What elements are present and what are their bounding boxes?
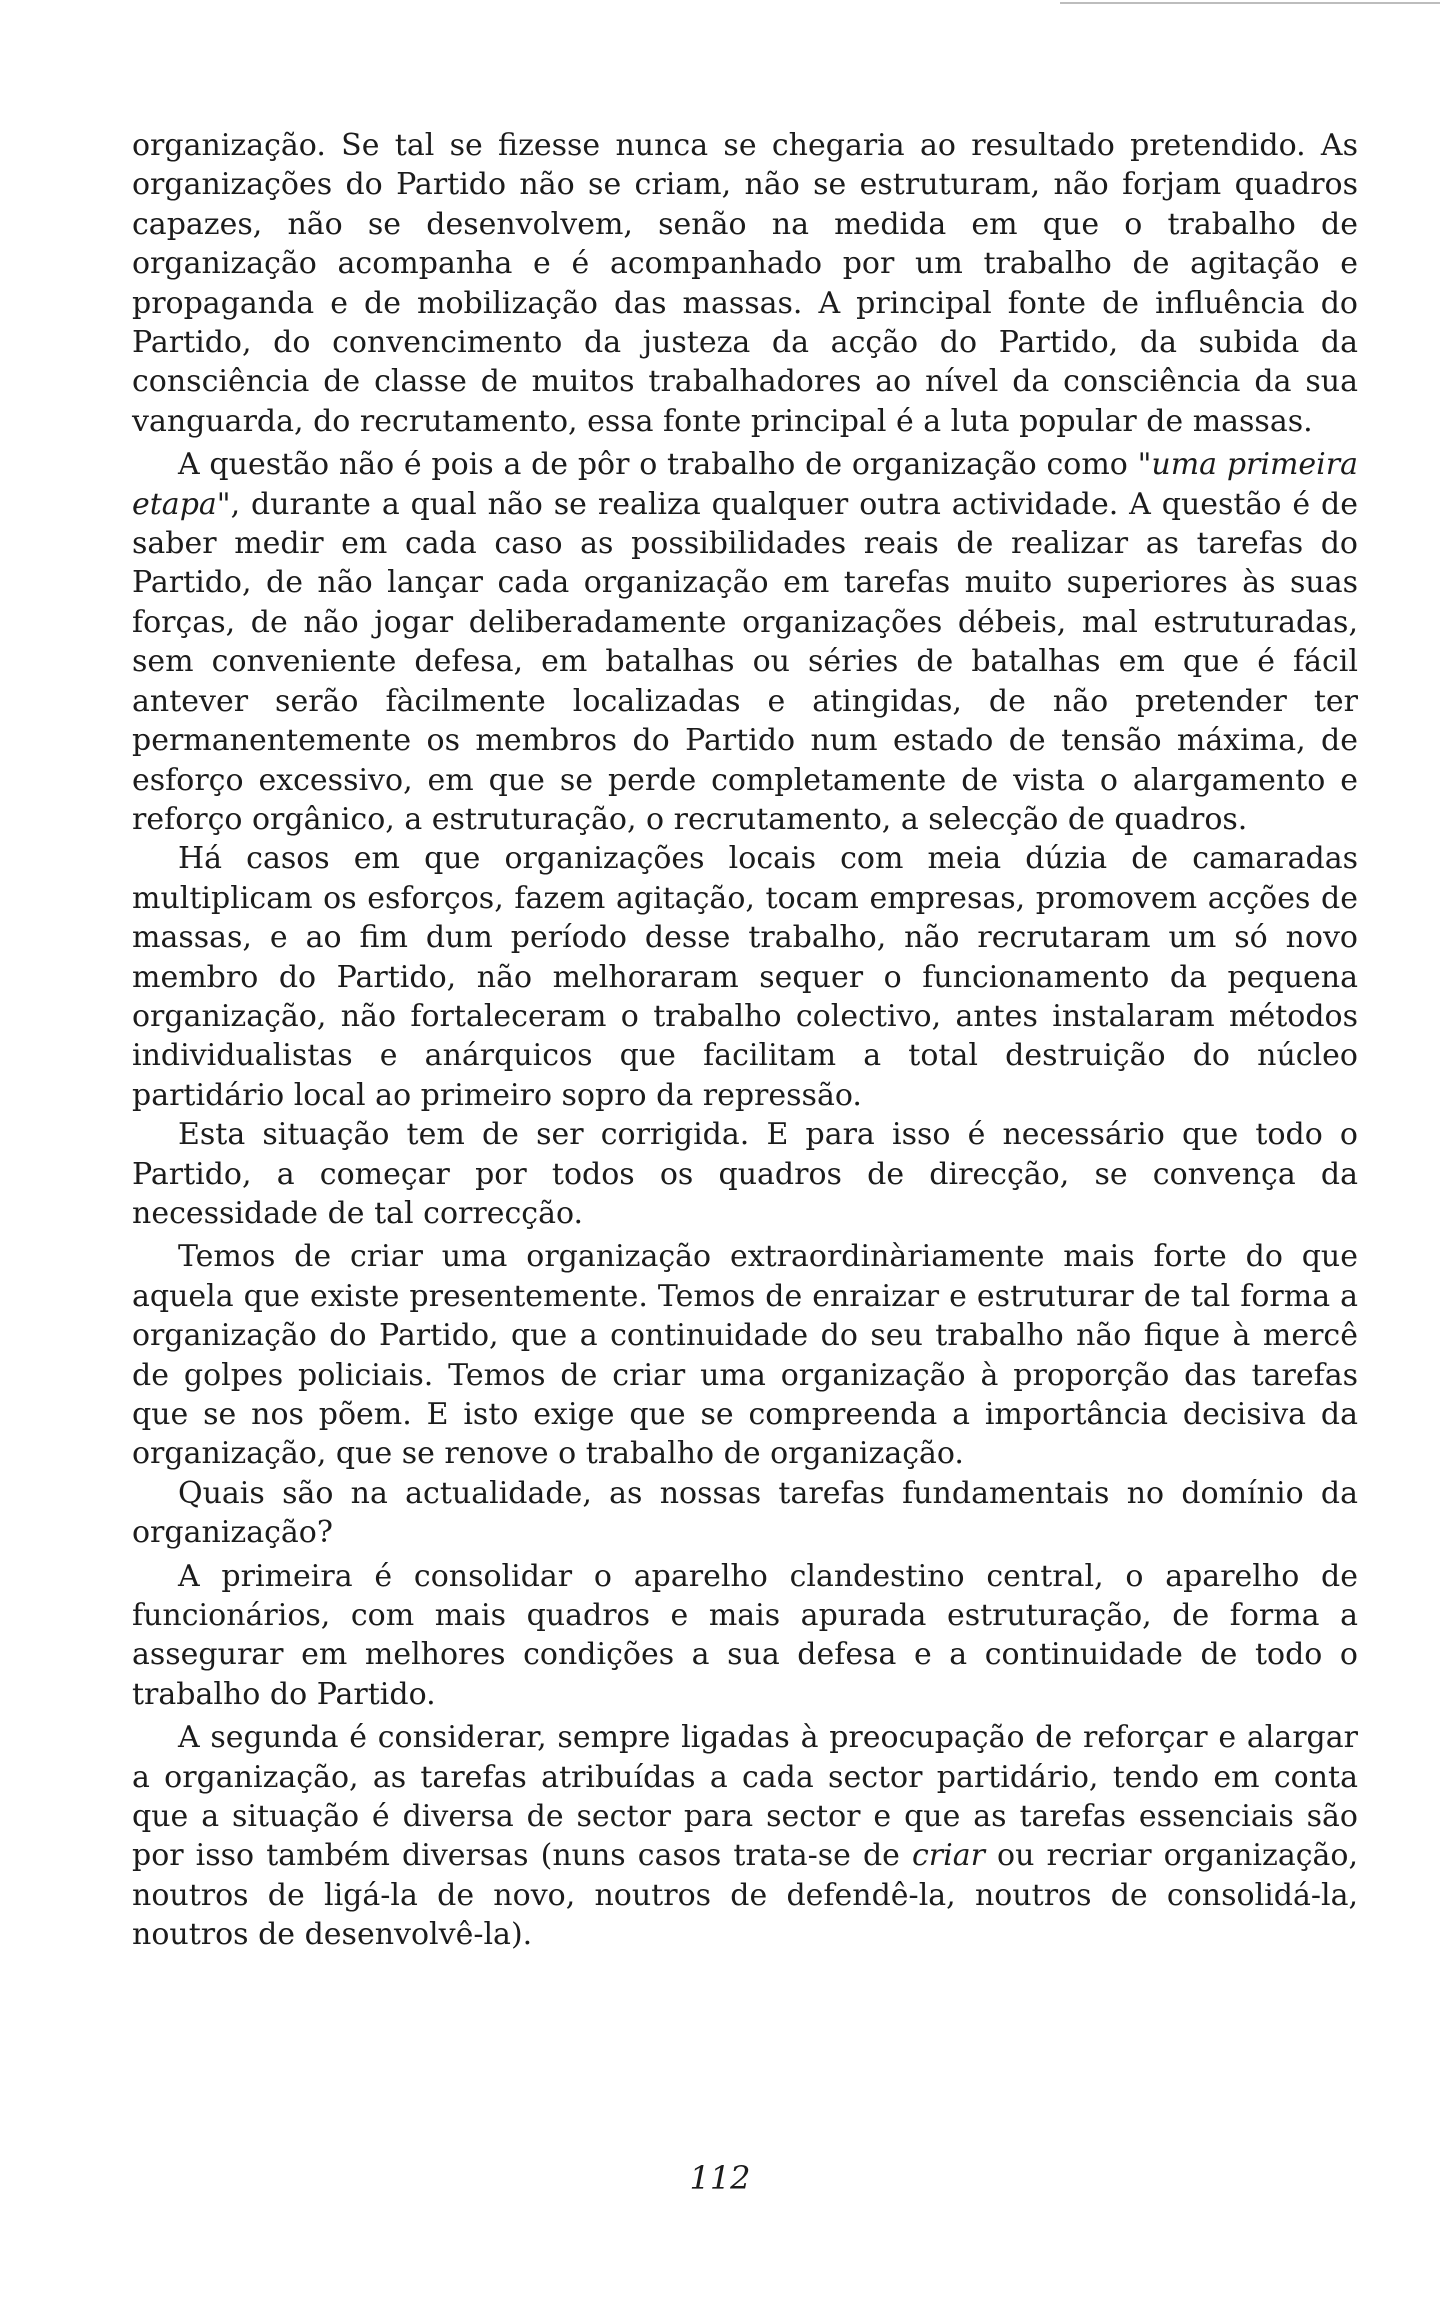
paragraph-4 <box>132 1115 1358 1233</box>
paragraph-3 <box>132 839 1358 1115</box>
text-segment: A questão não é pois a de pôr o trabalho de organização como <box>178 447 1138 483</box>
page-number: 112 <box>689 2159 751 2197</box>
paragraph-5 <box>132 1237 1358 1473</box>
paragraph-7 <box>132 1557 1358 1715</box>
text-segment: Quais são na actualidade, as nossas tarefas fundamentais no domínio da organização? <box>132 1475 1358 1551</box>
paragraph-6 <box>132 1474 1358 1553</box>
text-segment: A segunda é considerar, sempre ligadas à preocupação de reforçar e alargar a organização, as tarefas atribuídas a cada sector partidário, tendo em conta que a situação é diversa de sector para sector e que as tarefas essenciais são por isso também diversas (nuns casos trata-se de <box>132 1720 1358 1874</box>
scan-top-edge-rule <box>1060 2 1440 4</box>
paragraph-2 <box>132 445 1358 839</box>
text-segment: Temos de criar uma organização extraordinàriamente mais forte do que aquela que existe presentemente. Temos de enraizar e estruturar de tal forma a organização do Partido, que a continuidade do seu trabalho não fique à mercê de golpes policiais. Temos de criar uma organização à proporção das tarefas que se nos põem. E isto exige que se compreenda a importância decisiva da organização, que se renove o trabalho de organização. <box>132 1239 1358 1472</box>
paragraph-8 <box>132 1718 1358 1954</box>
text-segment: Há casos em que organizações locais com meia dúzia de camaradas multiplicam os esforços, fazem agitação, tocam empresas, promovem acções de massas, e ao fim dum período desse trabalho, não recrutaram um só novo membro do Partido, não melhoraram sequer o funcionamento da pequena organização, não fortaleceram o trabalho colectivo, antes instalaram métodos individualistas e anárquicos que facilitam a total destruição do núcleo partidário local ao primeiro sopro da repressão. <box>132 841 1358 1113</box>
page-body-text <box>132 126 1358 1955</box>
text-segment: Esta situação tem de ser corrigida. E para isso é necessário que todo o Partido, a começar por todos os quadros de direcção, se convença da necessidade de tal correcção. <box>132 1117 1358 1231</box>
text-segment: organização. Se tal se fizesse nunca se chegaria ao resultado pretendido. As organizações do Partido não se criam, não se estruturam, não forjam quadros capazes, não se desenvolvem, senão na medida em que o trabalho de organização acompanha e é acompanhado por um trabalho de agitação e propaganda e de mobilização das massas. A principal fonte de influência do Partido, do convencimento da justeza da acção do Partido, da subida da consciência de classe de muitos trabalhadores ao nível da consciência da sua vanguarda, do recrutamento, essa fonte principal é a luta popular de massas. <box>132 128 1358 439</box>
text-segment: , durante a qual não se realiza qualquer outra actividade. A questão é de saber medir em cada caso as possibilidades reais de realizar as tarefas do Partido, de não lançar cada organização em tarefas muito superiores às suas forças, de não jogar deliberadamente organizações débeis, mal estruturadas, sem conveniente defesa, em batalhas ou séries de batalhas em que é fácil antever serão fàcilmente localizadas e atingidas, de não pretender ter permanentemente os membros do Partido num estado de tensão máxima, de esforço excessivo, em que se perde completamente de vista o alargamento e reforço orgânico, a estruturação, o recrutamento, a selecção de quadros. <box>132 486 1358 837</box>
italic-text-segment: criar <box>912 1838 985 1874</box>
italic-text-segment: "uma primeira etapa" <box>132 447 1358 522</box>
text-segment: A primeira é consolidar o aparelho clandestino central, o aparelho de funcionários, com mais quadros e mais apurada estruturação, de forma a assegurar em melhores condições a sua defesa e a continuidade de todo o trabalho do Partido. <box>132 1558 1358 1712</box>
paragraph-1 <box>132 126 1358 441</box>
text-segment: ou recriar organização, noutros de ligá-la de novo, noutros de defendê-la, noutros de consolidá-la, noutros de desenvolvê-la). <box>132 1838 1359 1953</box>
